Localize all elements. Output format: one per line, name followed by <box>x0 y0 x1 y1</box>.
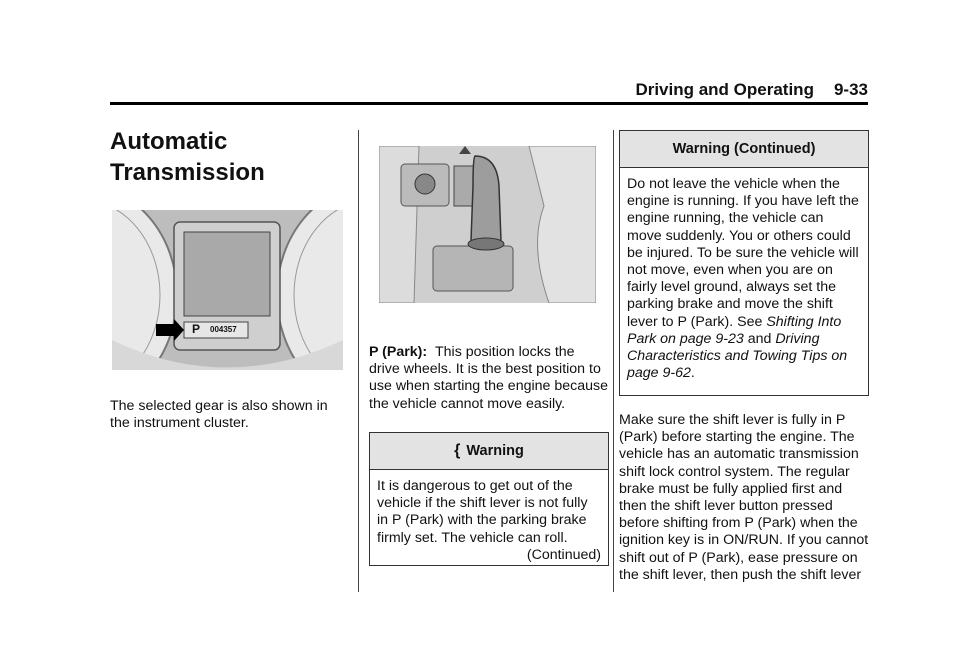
page-number: 9-33 <box>833 80 868 99</box>
column-divider-right <box>613 130 614 592</box>
park-paragraph <box>369 344 609 413</box>
shifting-into-park-reference: Shifting Into Park on page 9-23 <box>627 313 842 347</box>
warning-continued-box <box>619 130 869 396</box>
cluster-gear-label: P <box>192 322 201 336</box>
right-paragraph: Make sure the shift lever is fully in P (Park) before starting the engine. The vehicle has an automatic transmission shift lock control system. The regular brake must be fully applied first and then the shift lever button pressed before shifting from P (Park) when the ignition key is in ON/RUN. If you cannot shift out of P (Park), ease pressure on the shift lever, then push the shift lever <box>619 412 869 583</box>
driving-characteristics-reference: Driving Characteristics and Towing Tips on page 9-62 <box>627 330 848 382</box>
warning-text: It is dangerous to get out of the vehicle if the shift lever is not fully in P (Park) with the parking brake firmly set. The vehicle can roll. <box>377 478 588 546</box>
warning-continued: (Continued) <box>526 546 601 563</box>
header-rule <box>110 102 868 105</box>
page-header <box>110 80 868 102</box>
warning-header <box>370 433 608 470</box>
cluster-code-label: 004357 <box>210 325 237 334</box>
instrument-cluster-illustration <box>112 210 343 370</box>
left-paragraph: The selected gear is also shown in the instrument cluster. <box>110 398 328 432</box>
shift-lever-illustration <box>379 146 596 303</box>
section-title: Driving and Operating <box>635 80 814 99</box>
page-heading: Automatic Transmission <box>110 128 265 186</box>
warning-body <box>370 470 608 570</box>
column-divider-left <box>358 130 359 592</box>
warning-box <box>369 432 609 566</box>
warning-continued-body: Do not leave the vehicle when the engine is running. If you have left the engine running, the vehicle can move suddenly. You or others could be injured. To be sure the vehicle will not move, even when you are on fairly level ground, always set the parking brake and move the shift lever to P (Park). See Shifting Into Park on page 9-23 and Driving Characteristics and Towing Tips on page 9-62. <box>627 176 859 382</box>
warning-continued-header: Warning (Continued) <box>620 131 868 168</box>
park-label: P (Park): <box>369 344 428 360</box>
warning-title: Warning <box>466 443 524 459</box>
park-text: This position locks the drive wheels. It is the best position to use when starting the engine because the vehicle cannot move easily. <box>369 344 608 412</box>
warning-triangle-icon: { <box>454 442 461 459</box>
